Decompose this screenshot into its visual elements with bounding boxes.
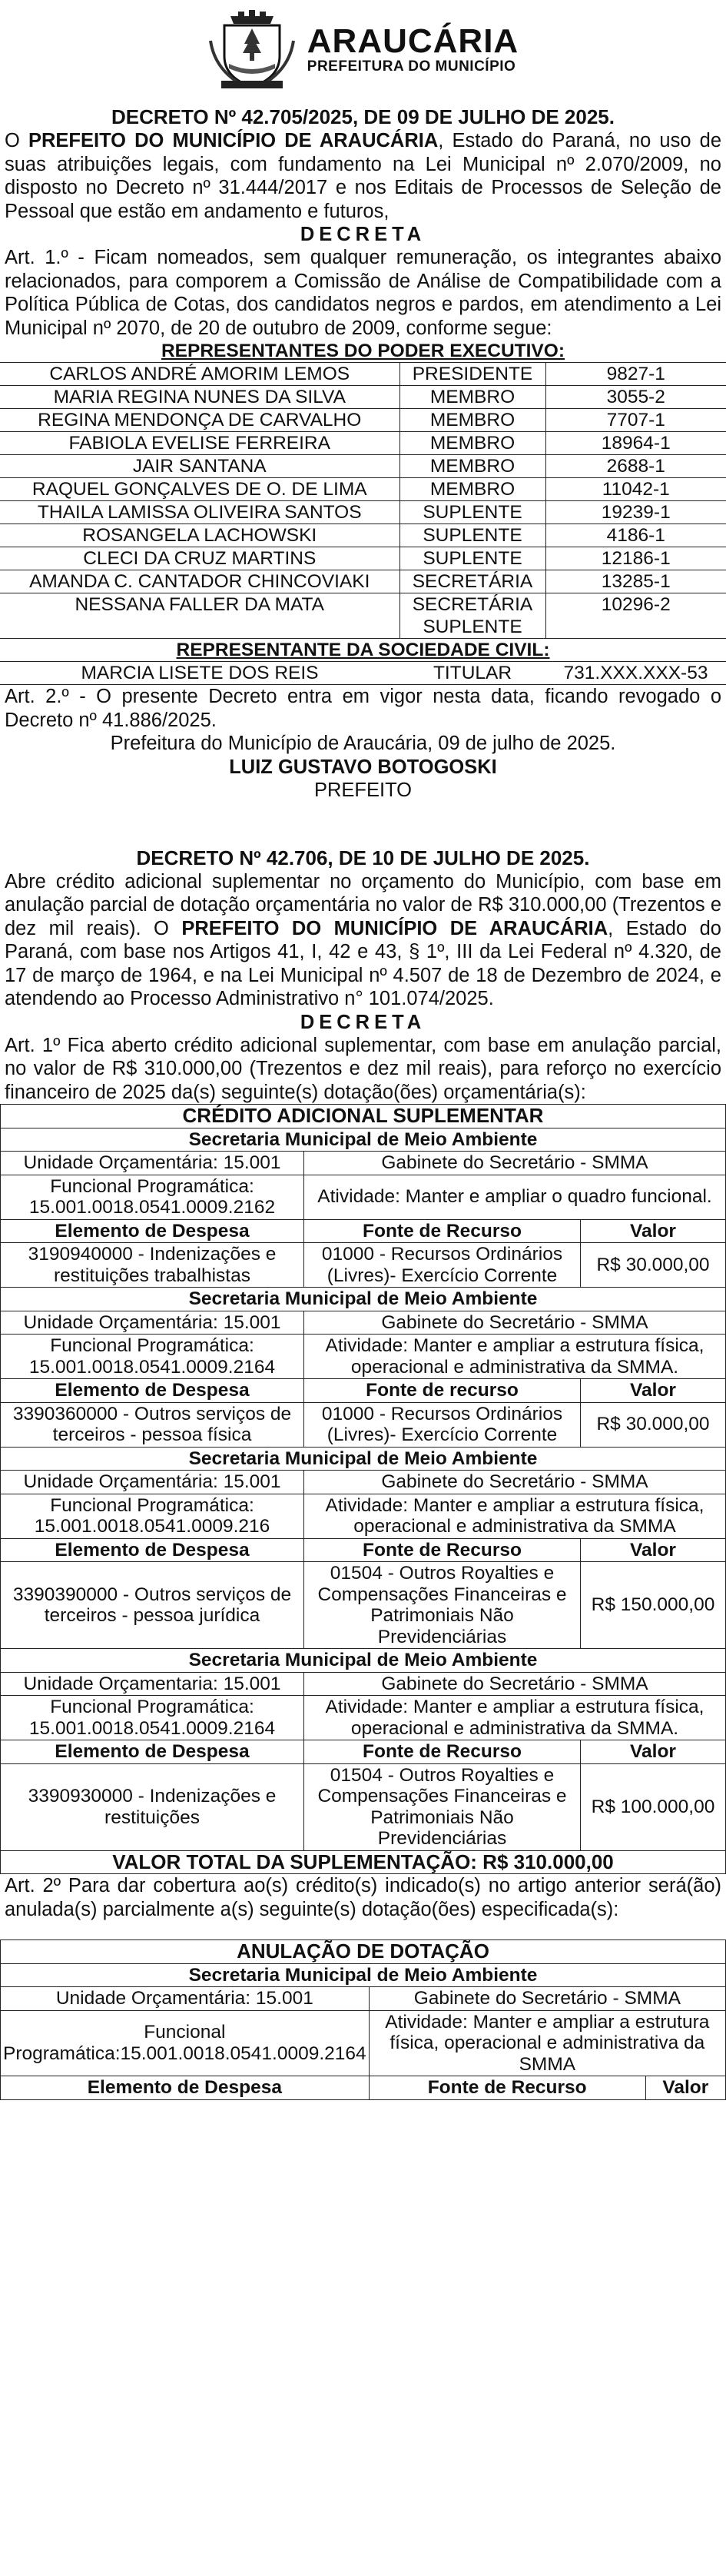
- block-valor: R$ 30.000,00: [581, 1243, 726, 1288]
- annul-h-fonte: Fonte de Recurso: [369, 2076, 645, 2100]
- block-h-fonte: Fonte de Recurso: [304, 1740, 581, 1764]
- block-atividade: Atividade: Manter e ampliar a estrutura física, operacional e administrativa da SMMA.: [304, 1696, 726, 1740]
- block-h-elem: Elemento de Despesa: [1, 1538, 304, 1562]
- block-data-row: [1, 1562, 726, 1649]
- block-secretaria-row: [1, 1288, 726, 1311]
- member-name: FABIOLA EVELISE FERREIRA: [0, 432, 399, 455]
- society-row: [0, 662, 726, 685]
- block-fonte: 01000 - Recursos Ordinários (Livres)- Exercício Corrente: [304, 1243, 581, 1288]
- member-id: 19239-1: [545, 501, 726, 524]
- brand-name: ARAUCÁRIA: [307, 22, 519, 60]
- annul-funcional: Funcional Programática:15.001.0018.0541.0009.2164: [1, 2010, 370, 2076]
- member-name: NESSANA FALLER DA MATA: [0, 593, 399, 639]
- block-unidade-row: [1, 1471, 726, 1494]
- block-elemento: 3390390000 - Outros serviços de terceiros - pessoa jurídica: [1, 1562, 304, 1649]
- block-secretaria-row: [1, 1649, 726, 1673]
- block-elemento: 3190940000 - Indenizações e restituições trabalhistas: [1, 1243, 304, 1288]
- member-id: 2688-1: [545, 455, 726, 478]
- block-h-elem: Elemento de Despesa: [1, 1219, 304, 1243]
- block-h-valor: Valor: [581, 1379, 726, 1403]
- block-secretaria-row: [1, 1447, 726, 1471]
- annul-h-elem: Elemento de Despesa: [1, 2076, 370, 2100]
- block-secretaria: Secretaria Municipal de Meio Ambiente: [1, 1447, 726, 1471]
- block-gabinete: Gabinete do Secretário - SMMA: [304, 1152, 726, 1175]
- member-id: 7707-1: [545, 409, 726, 432]
- block-atividade: Atividade: Manter e ampliar a estrutura física, operacional e administrativa da SMMA: [304, 1494, 726, 1538]
- member-name: THAILA LAMISSA OLIVEIRA SANTOS: [0, 501, 399, 524]
- member-id: 12186-1: [545, 547, 726, 570]
- member-id: 3055-2: [545, 386, 726, 409]
- member-row: [0, 363, 726, 386]
- block-h-fonte: Fonte de recurso: [304, 1379, 581, 1403]
- member-name: ROSANGELA LACHOWSKI: [0, 524, 399, 547]
- member-id: 10296-2: [545, 593, 726, 639]
- block-funcional: Funcional Programática: 15.001.0018.0541.0009.2162: [1, 1175, 304, 1219]
- coat-of-arms-icon: [207, 10, 297, 90]
- member-id: 18964-1: [545, 432, 726, 455]
- block-header-row: [1, 1379, 726, 1403]
- brand-block: [307, 22, 519, 75]
- block-fonte: 01504 - Outros Royalties e Compensações Financeiras e Patrimoniais Não Previdenciárias: [304, 1562, 581, 1649]
- block-funcional: Funcional Programática: 15.001.0018.0541.0009.2164: [1, 1335, 304, 1379]
- member-role: MEMBRO: [399, 455, 545, 478]
- block-funcional-row: [1, 1696, 726, 1740]
- block-data-row: [1, 1243, 726, 1288]
- member-role: SUPLENTE: [399, 547, 545, 570]
- annul-secretaria: Secretaria Municipal de Meio Ambiente: [1, 1963, 726, 1987]
- member-row: [0, 409, 726, 432]
- block-gabinete: Gabinete do Secretário - SMMA: [304, 1471, 726, 1494]
- block-unidade: Unidade Orçamentária: 15.001: [1, 1152, 304, 1175]
- member-name: CLECI DA CRUZ MARTINS: [0, 547, 399, 570]
- member-id: 11042-1: [545, 478, 726, 501]
- decree1-signer: LUIZ GUSTAVO BOTOGOSKI: [229, 756, 497, 778]
- credit-table: [0, 1104, 726, 1874]
- block-atividade: Atividade: Manter e ampliar a estrutura física, operacional e administrativa da SMMA.: [304, 1335, 726, 1379]
- member-row: [0, 455, 726, 478]
- member-row: [0, 570, 726, 593]
- block-h-valor: Valor: [581, 1219, 726, 1243]
- block-unidade: Unidade Orçamentária: 15.001: [1, 1471, 304, 1494]
- exec-heading: REPRESENTANTES DO PODER EXECUTIVO:: [0, 340, 726, 363]
- decree1-decreta: DECRETA: [300, 224, 426, 245]
- annul-atividade: Atividade: Manter e ampliar a estrutura física, operacional e administrativa da SMMA: [369, 2010, 725, 2076]
- member-role: SECRETÁRIA SUPLENTE: [399, 593, 545, 639]
- annul-unidade: Unidade Orçamentária: 15.001: [1, 1987, 370, 2011]
- member-id: 9827-1: [545, 363, 726, 386]
- member-id: 4186-1: [545, 524, 726, 547]
- representatives-table: [0, 340, 726, 685]
- member-id: 13285-1: [545, 570, 726, 593]
- member-role: MEMBRO: [399, 478, 545, 501]
- annul-gabinete: Gabinete do Secretário - SMMA: [369, 1987, 725, 2011]
- block-funcional: Funcional Programática: 15.001.0018.0541.0009.2164: [1, 1696, 304, 1740]
- credit-title: CRÉDITO ADICIONAL SUPLEMENTAR: [1, 1105, 726, 1128]
- block-gabinete: Gabinete do Secretário - SMMA: [304, 1311, 726, 1335]
- block-h-elem: Elemento de Despesa: [1, 1740, 304, 1764]
- member-row: [0, 478, 726, 501]
- member-name: RAQUEL GONÇALVES DE O. DE LIMA: [0, 478, 399, 501]
- block-valor: R$ 150.000,00: [581, 1562, 726, 1649]
- block-secretaria-row: [1, 1128, 726, 1152]
- society-role: TITULAR: [399, 662, 545, 685]
- abstract-bold: PREFEITO DO MUNICÍPIO DE ARAUCÁRIA: [181, 917, 608, 939]
- society-id: 731.XXX.XXX-53: [545, 662, 726, 685]
- block-funcional-row: [1, 1335, 726, 1379]
- block-h-fonte: Fonte de Recurso: [304, 1538, 581, 1562]
- block-valor: R$ 100.000,00: [581, 1763, 726, 1850]
- member-row: [0, 386, 726, 409]
- decree1-title: DECRETO Nº 42.705/2025, DE 09 DE JULHO DE 2025.: [111, 105, 615, 128]
- member-role: SECRETÁRIA: [399, 570, 545, 593]
- block-fonte: 01000 - Recursos Ordinários (Livres)- Exercício Corrente: [304, 1402, 581, 1447]
- block-fonte: 01504 - Outros Royalties e Compensações Financeiras e Patrimoniais Não Previdenciárias: [304, 1763, 581, 1850]
- block-unidade-row: [1, 1672, 726, 1696]
- member-name: CARLOS ANDRÉ AMORIM LEMOS: [0, 363, 399, 386]
- intro-bold: PREFEITO DO MUNICÍPIO DE ARAUCÁRIA: [28, 130, 439, 151]
- block-elemento: 3390930000 - Indenizações e restituições: [1, 1763, 304, 1850]
- decree2-art2: Art. 2º Para dar cobertura ao(s) crédito(s) indicado(s) no artigo anterior será(ão) anulada(s) parcialmente a(s) seguinte(s) dotação(ões) especificada(s):: [5, 1875, 721, 1920]
- decree2-title: DECRETO Nº 42.706, DE 10 DE JULHO DE 2025.: [136, 846, 590, 869]
- member-name: MARIA REGINA NUNES DA SILVA: [0, 386, 399, 409]
- abstract-lead: Abre crédito adicional suplementar no orçamento do Município, com base em anulação parcial de dotação orçamentária no valor de R$ 310.000,00 (Trezentos e dez mil reais). O: [5, 870, 721, 939]
- member-role: MEMBRO: [399, 409, 545, 432]
- block-elemento: 3390360000 - Outros serviços de terceiros - pessoa física: [1, 1402, 304, 1447]
- annul-title: ANULAÇÃO DE DOTAÇÃO: [1, 1940, 726, 1964]
- masthead: [0, 0, 726, 95]
- block-h-valor: Valor: [581, 1538, 726, 1562]
- block-h-valor: Valor: [581, 1740, 726, 1764]
- block-secretaria: Secretaria Municipal de Meio Ambiente: [1, 1649, 726, 1673]
- block-data-row: [1, 1402, 726, 1447]
- block-atividade: Atividade: Manter e ampliar o quadro funcional.: [304, 1175, 726, 1219]
- decree1-art1: Art. 1.º - Ficam nomeados, sem qualquer remuneração, os integrantes abaixo relacionados, para comporem a Comissão de Análise de Compatibilidade com a Política Pública de Cotas, dos candidatos negros e pardos, em atendimento a Lei Municipal nº 2070, de 20 de outubro de 2009, conforme segue:: [5, 247, 721, 339]
- member-name: JAIR SANTANA: [0, 455, 399, 478]
- member-name: REGINA MENDONÇA DE CARVALHO: [0, 409, 399, 432]
- intro-lead: O: [5, 130, 28, 151]
- decree1-intro: [0, 129, 726, 223]
- society-name: MARCIA LISETE DOS REIS: [0, 662, 399, 685]
- block-unidade-row: [1, 1152, 726, 1175]
- annulment-table: [0, 1939, 726, 2100]
- block-funcional: Funcional Programática: 15.001.0018.0541.0009.216: [1, 1494, 304, 1538]
- intro-rest: , Estado do Paraná, no uso de suas atribuições legais, com fundamento na Lei Municipal nº 2.070/2009, no disposto no Decreto nº 31.444/2017 e nos Editais de Processos de Seleção de Pessoal que estão em andamento e futuros,: [5, 130, 721, 222]
- block-header-row: [1, 1538, 726, 1562]
- block-funcional-row: [1, 1494, 726, 1538]
- block-secretaria: Secretaria Municipal de Meio Ambiente: [1, 1128, 726, 1152]
- member-row: [0, 593, 726, 639]
- block-unidade: Unidade Orçamentária: 15.001: [1, 1311, 304, 1335]
- block-data-row: [1, 1763, 726, 1850]
- block-secretaria: Secretaria Municipal de Meio Ambiente: [1, 1288, 726, 1311]
- member-role: SUPLENTE: [399, 524, 545, 547]
- block-h-elem: Elemento de Despesa: [1, 1379, 304, 1403]
- member-row: [0, 547, 726, 570]
- decree2-decreta: DECRETA: [300, 1011, 426, 1033]
- society-heading: REPRESENTANTE DA SOCIEDADE CIVIL:: [0, 639, 726, 662]
- block-header-row: [1, 1740, 726, 1764]
- brand-subtitle: PREFEITURA DO MUNICÍPIO: [307, 58, 516, 75]
- block-header-row: [1, 1219, 726, 1243]
- member-row: [0, 432, 726, 455]
- member-row: [0, 501, 726, 524]
- block-h-fonte: Fonte de Recurso: [304, 1219, 581, 1243]
- decree1-place-date: Prefeitura do Município de Araucária, 09 de julho de 2025.: [110, 733, 616, 754]
- block-unidade: Unidade Orçamentaria: 15.001: [1, 1672, 304, 1696]
- decree2-art1: Art. 1º Fica aberto crédito adicional suplementar, com base em anulação parcial, no valor de R$ 310.000,00 (Trezentos e dez mil reais), para reforço no exercício financeiro de 2025 da(s) seguinte(s) dotação(ões) orçamentária(s):: [5, 1034, 721, 1103]
- block-valor: R$ 30.000,00: [581, 1402, 726, 1447]
- block-gabinete: Gabinete do Secretário - SMMA: [304, 1672, 726, 1696]
- abstract-rest: , Estado do Paraná, com base nos Artigos 41, I, 42 e 43, § 1º, III da Lei Federal nº 4.320, de 17 de março de 1964, e na Lei Municipal nº 4.507 de 18 de Dezembro de 2024, e atendendo ao Processo Administrativo n° 101.074/2025.: [5, 917, 721, 1009]
- decree2-abstract: [0, 870, 726, 1011]
- decree1-art2: Art. 2.º - O presente Decreto entra em vigor nesta data, ficando revogado o Decreto nº 41.886/2025.: [5, 686, 721, 731]
- member-name: AMANDA C. CANTADOR CHINCOVIAKI: [0, 570, 399, 593]
- member-role: PRESIDENTE: [399, 363, 545, 386]
- member-row: [0, 524, 726, 547]
- block-unidade-row: [1, 1311, 726, 1335]
- member-role: MEMBRO: [399, 432, 545, 455]
- total-line: VALOR TOTAL DA SUPLEMENTAÇÃO: R$ 310.000,00: [1, 1850, 726, 1874]
- block-funcional-row: [1, 1175, 726, 1219]
- member-role: MEMBRO: [399, 386, 545, 409]
- member-role: SUPLENTE: [399, 501, 545, 524]
- decree1-signer-role: PREFEITO: [313, 779, 413, 801]
- annul-h-valor: Valor: [645, 2076, 725, 2100]
